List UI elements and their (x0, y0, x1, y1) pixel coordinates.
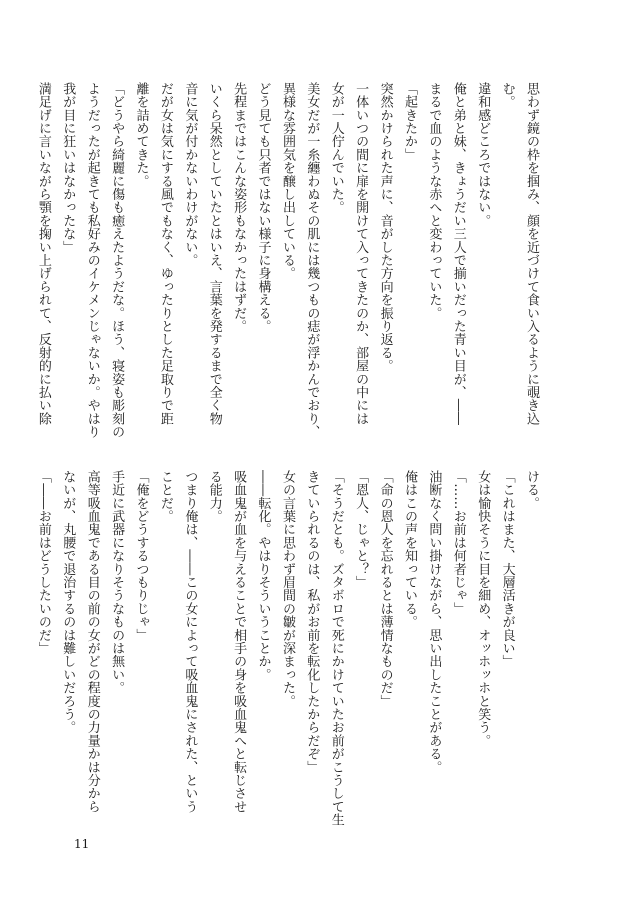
text-line: どう見ても只者ではない様子に身構える。 (255, 82, 271, 333)
text-line: 俺と弟と妹、きょうだい三人で揃いだった青い目が、―― (450, 82, 466, 426)
text-line: 「……お前は何者じゃ」 (450, 470, 466, 616)
top-text-block (30, 82, 543, 442)
text-line: 「これはまた、大層活きが良い」 (499, 470, 515, 668)
text-line: 突然かけられた声に、音がした方向を振り返る。 (377, 82, 393, 373)
text-line: 思わず鏡の枠を掴み、顔を近づけて食い入るように覗き込 (524, 82, 539, 426)
text-line: る能力。 (206, 470, 222, 523)
text-line: 高等吸血鬼である目の前の女がどの程度の力量かは分から (84, 470, 100, 814)
bottom-text-block (30, 470, 543, 840)
text-line: 吸血鬼が血を与えることで相手の身を吸血鬼へと転じさせ (231, 470, 247, 814)
text-line: 「起きたか」 (401, 82, 417, 162)
text-line: む。 (499, 82, 515, 109)
text-line: 音に気が付かないわけがない。 (182, 82, 198, 267)
text-line: 女が一人佇んでいた。 (328, 82, 344, 214)
text-line: 美女だが一糸纏わぬその肌には幾つもの痣が浮かんでおり、 (304, 82, 320, 439)
text-line: 我が目に狂いはなかったな」 (60, 82, 76, 254)
text-line: 離を詰めてきた。 (133, 82, 149, 188)
text-line: 「そうだとも。ズタボロで死にかけていたお前がこうして生 (328, 470, 344, 827)
text-line: 異様な雰囲気を醸し出している。 (279, 82, 295, 280)
text-line: まるで血のような赤へと変わっていた。 (426, 82, 442, 320)
text-line: 一体いつの間に扉を開けて入ってきたのか、部屋の中には (353, 82, 369, 426)
text-line: ようだったが起きても私好みのイケメンじゃないか。やはり (84, 82, 100, 439)
text-line: ないが、丸腰で退治するのは難しいだろう。 (60, 470, 76, 734)
text-line: 先程まではこんな姿形もなかったはずだ。 (231, 82, 247, 333)
text-line: 違和感どころではない。 (475, 82, 491, 228)
text-line: 「俺をどうするつもりじゃ」 (133, 470, 149, 642)
text-line: 「――お前はどうしたいのだ」 (35, 470, 51, 655)
text-line: ける。 (524, 470, 539, 510)
text-line: きていられるのは、私がお前を転化したからだぞ」 (304, 470, 320, 774)
text-line: 俺はこの声を知っている。 (401, 470, 417, 629)
page-number: 11 (74, 837, 90, 851)
text-line: 女の言葉に思わず眉間の皺が深まった。 (279, 470, 295, 708)
text-line: だが女は気にする風でもなく、ゆったりとした足取りで距 (157, 82, 173, 426)
text-line: 油断なく問い掛けながら、思い出したことがある。 (426, 470, 442, 774)
text-line: 「命の恩人を忘れるとは薄情なものだ」 (377, 470, 393, 708)
text-line: 「どうやら綺麗に傷も癒えたようだな。ほう、寝姿も彫刻の (109, 82, 125, 439)
text-line: 女は愉快そうに目を細め、オッホッホと笑う。 (475, 470, 491, 748)
text-line: ――転化。やはりそういうことか。 (255, 470, 271, 682)
text-line: つまり俺は、――この女によって吸血鬼にされた、という (182, 470, 198, 814)
text-line: 満足げに言いながら顎を掬い上げられて、反射的に払い除 (35, 82, 51, 426)
text-line: 手近に武器になりそうなものは無い。 (109, 470, 125, 695)
text-line: 「恩人、じゃと？」 (353, 470, 369, 589)
text-line: ことだ。 (157, 470, 173, 523)
text-line: いくら呆然としていたとはいえ、言葉を発するまで全く物 (206, 82, 222, 426)
